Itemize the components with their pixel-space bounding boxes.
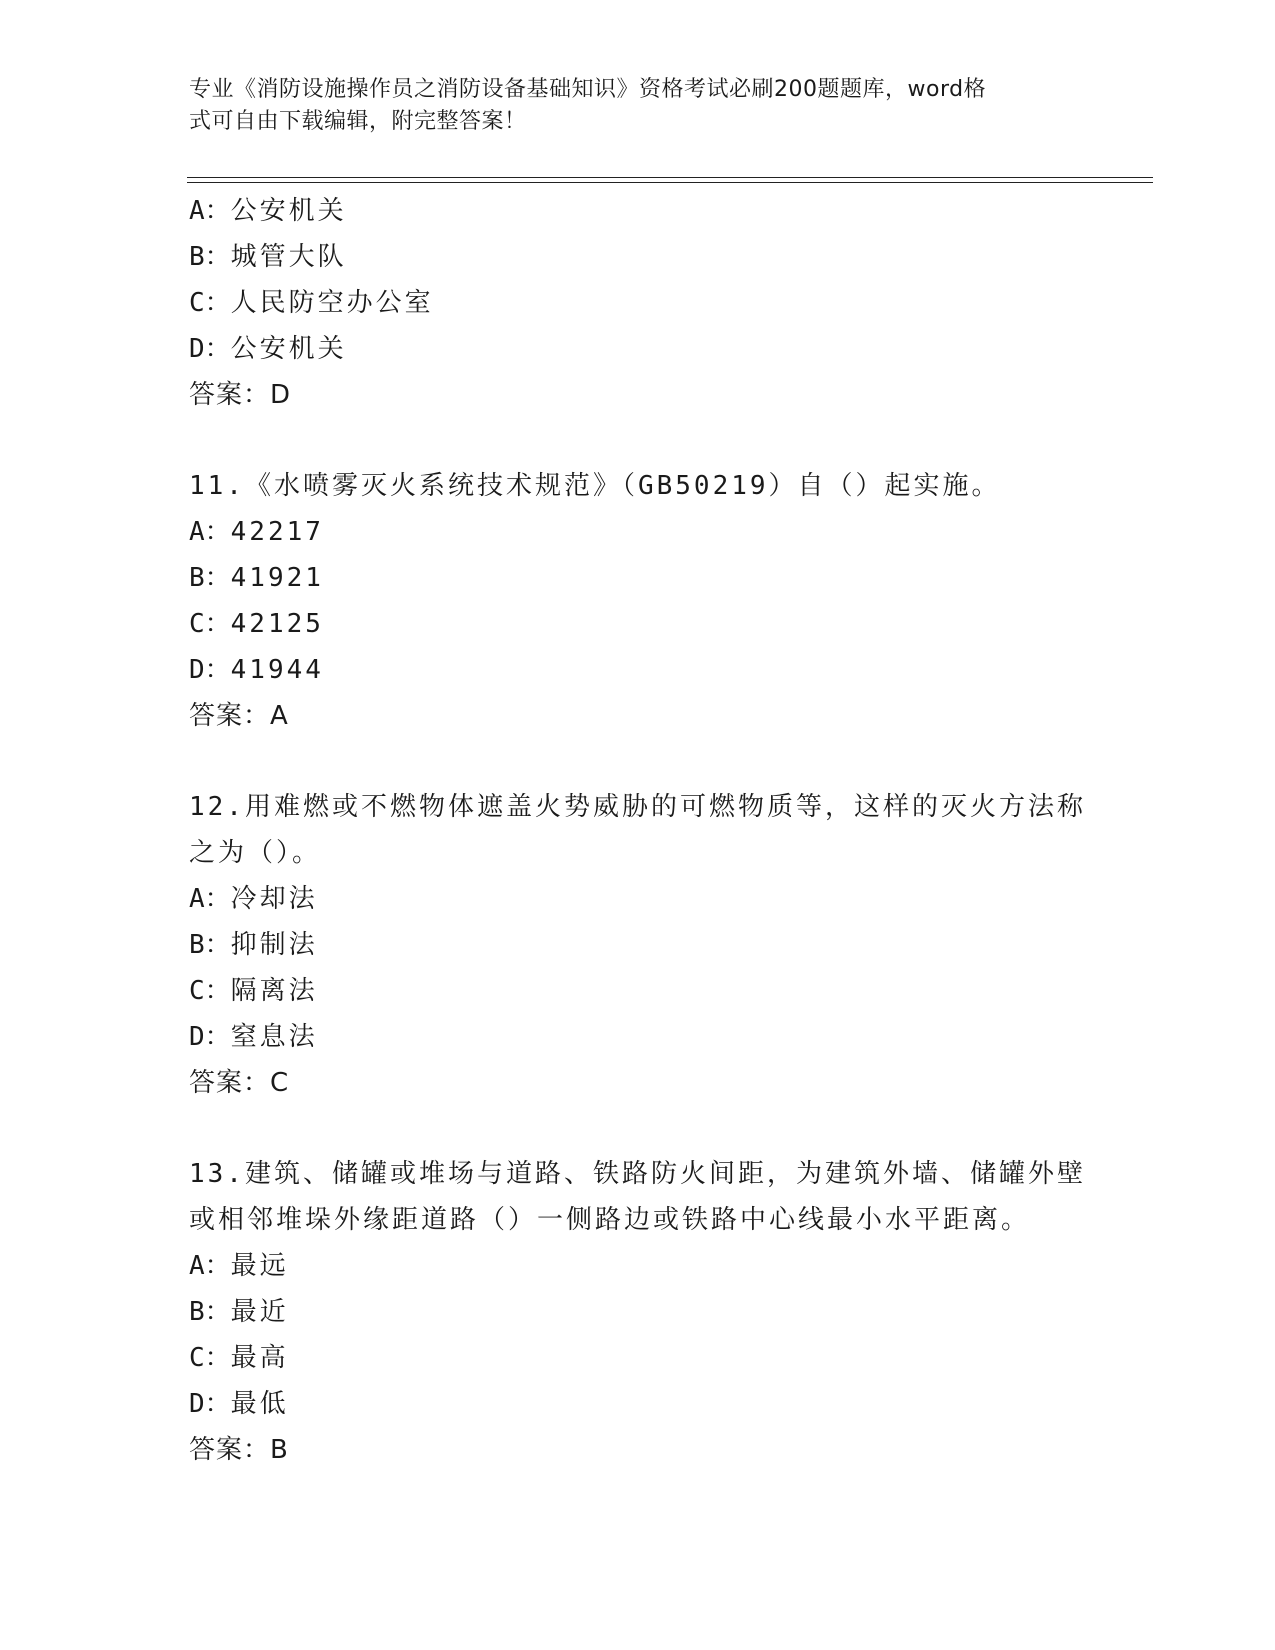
option-c: C：最高 <box>189 1343 289 1373</box>
option-b: B：抑制法 <box>189 930 318 960</box>
option-b: B：城管大队 <box>189 242 347 272</box>
document-header <box>189 74 1069 138</box>
question-spacer <box>189 418 1089 463</box>
option-d: D：公安机关 <box>189 334 347 364</box>
option-a: A：公安机关 <box>189 196 347 226</box>
option-c: C：42125 <box>189 609 324 639</box>
header-divider-top <box>187 177 1153 178</box>
answer-line: 答案：D <box>189 380 292 410</box>
option-a: A：最远 <box>189 1251 289 1281</box>
header-line-2: 式可自由下载编辑，附完整答案！ <box>189 109 527 134</box>
question-block-11 <box>189 463 1089 739</box>
answer-line: 答案：C <box>189 1068 290 1098</box>
question-block-12 <box>189 784 1089 1106</box>
question-spacer <box>189 739 1089 784</box>
answer-line: 答案：A <box>189 701 289 731</box>
question-list <box>189 188 1089 1473</box>
option-b: B：最近 <box>189 1297 289 1327</box>
question-block-13 <box>189 1151 1089 1473</box>
header-line-1: 专业《消防设施操作员之消防设备基础知识》资格考试必刷200题题库，word格 <box>189 77 987 102</box>
question-spacer <box>189 1106 1089 1151</box>
option-d: D：窒息法 <box>189 1022 318 1052</box>
option-a: A：42217 <box>189 517 324 547</box>
option-c: C：隔离法 <box>189 976 318 1006</box>
option-b: B：41921 <box>189 563 324 593</box>
answer-line: 答案：B <box>189 1435 289 1465</box>
option-a: A：冷却法 <box>189 884 318 914</box>
question-text: 13.建筑、储罐或堆场与道路、铁路防火间距，为建筑外墙、储罐外壁 <box>189 1159 1086 1189</box>
option-d: D：最低 <box>189 1389 289 1419</box>
question-block-previous <box>189 188 1089 418</box>
question-text-continued: 之为（）。 <box>189 838 322 868</box>
option-c: C：人民防空办公室 <box>189 288 434 318</box>
question-text: 12.用难燃或不燃物体遮盖火势威胁的可燃物质等，这样的灭火方法称 <box>189 792 1086 822</box>
question-text-continued: 或相邻堆垛外缘距道路（）一侧路边或铁路中心线最小水平距离。 <box>189 1205 1031 1235</box>
question-text: 11.《水喷雾灭火系统技术规范》（GB50219）自（）起实施。 <box>189 471 1001 501</box>
header-divider-bottom <box>187 182 1153 183</box>
option-d: D：41944 <box>189 655 324 685</box>
